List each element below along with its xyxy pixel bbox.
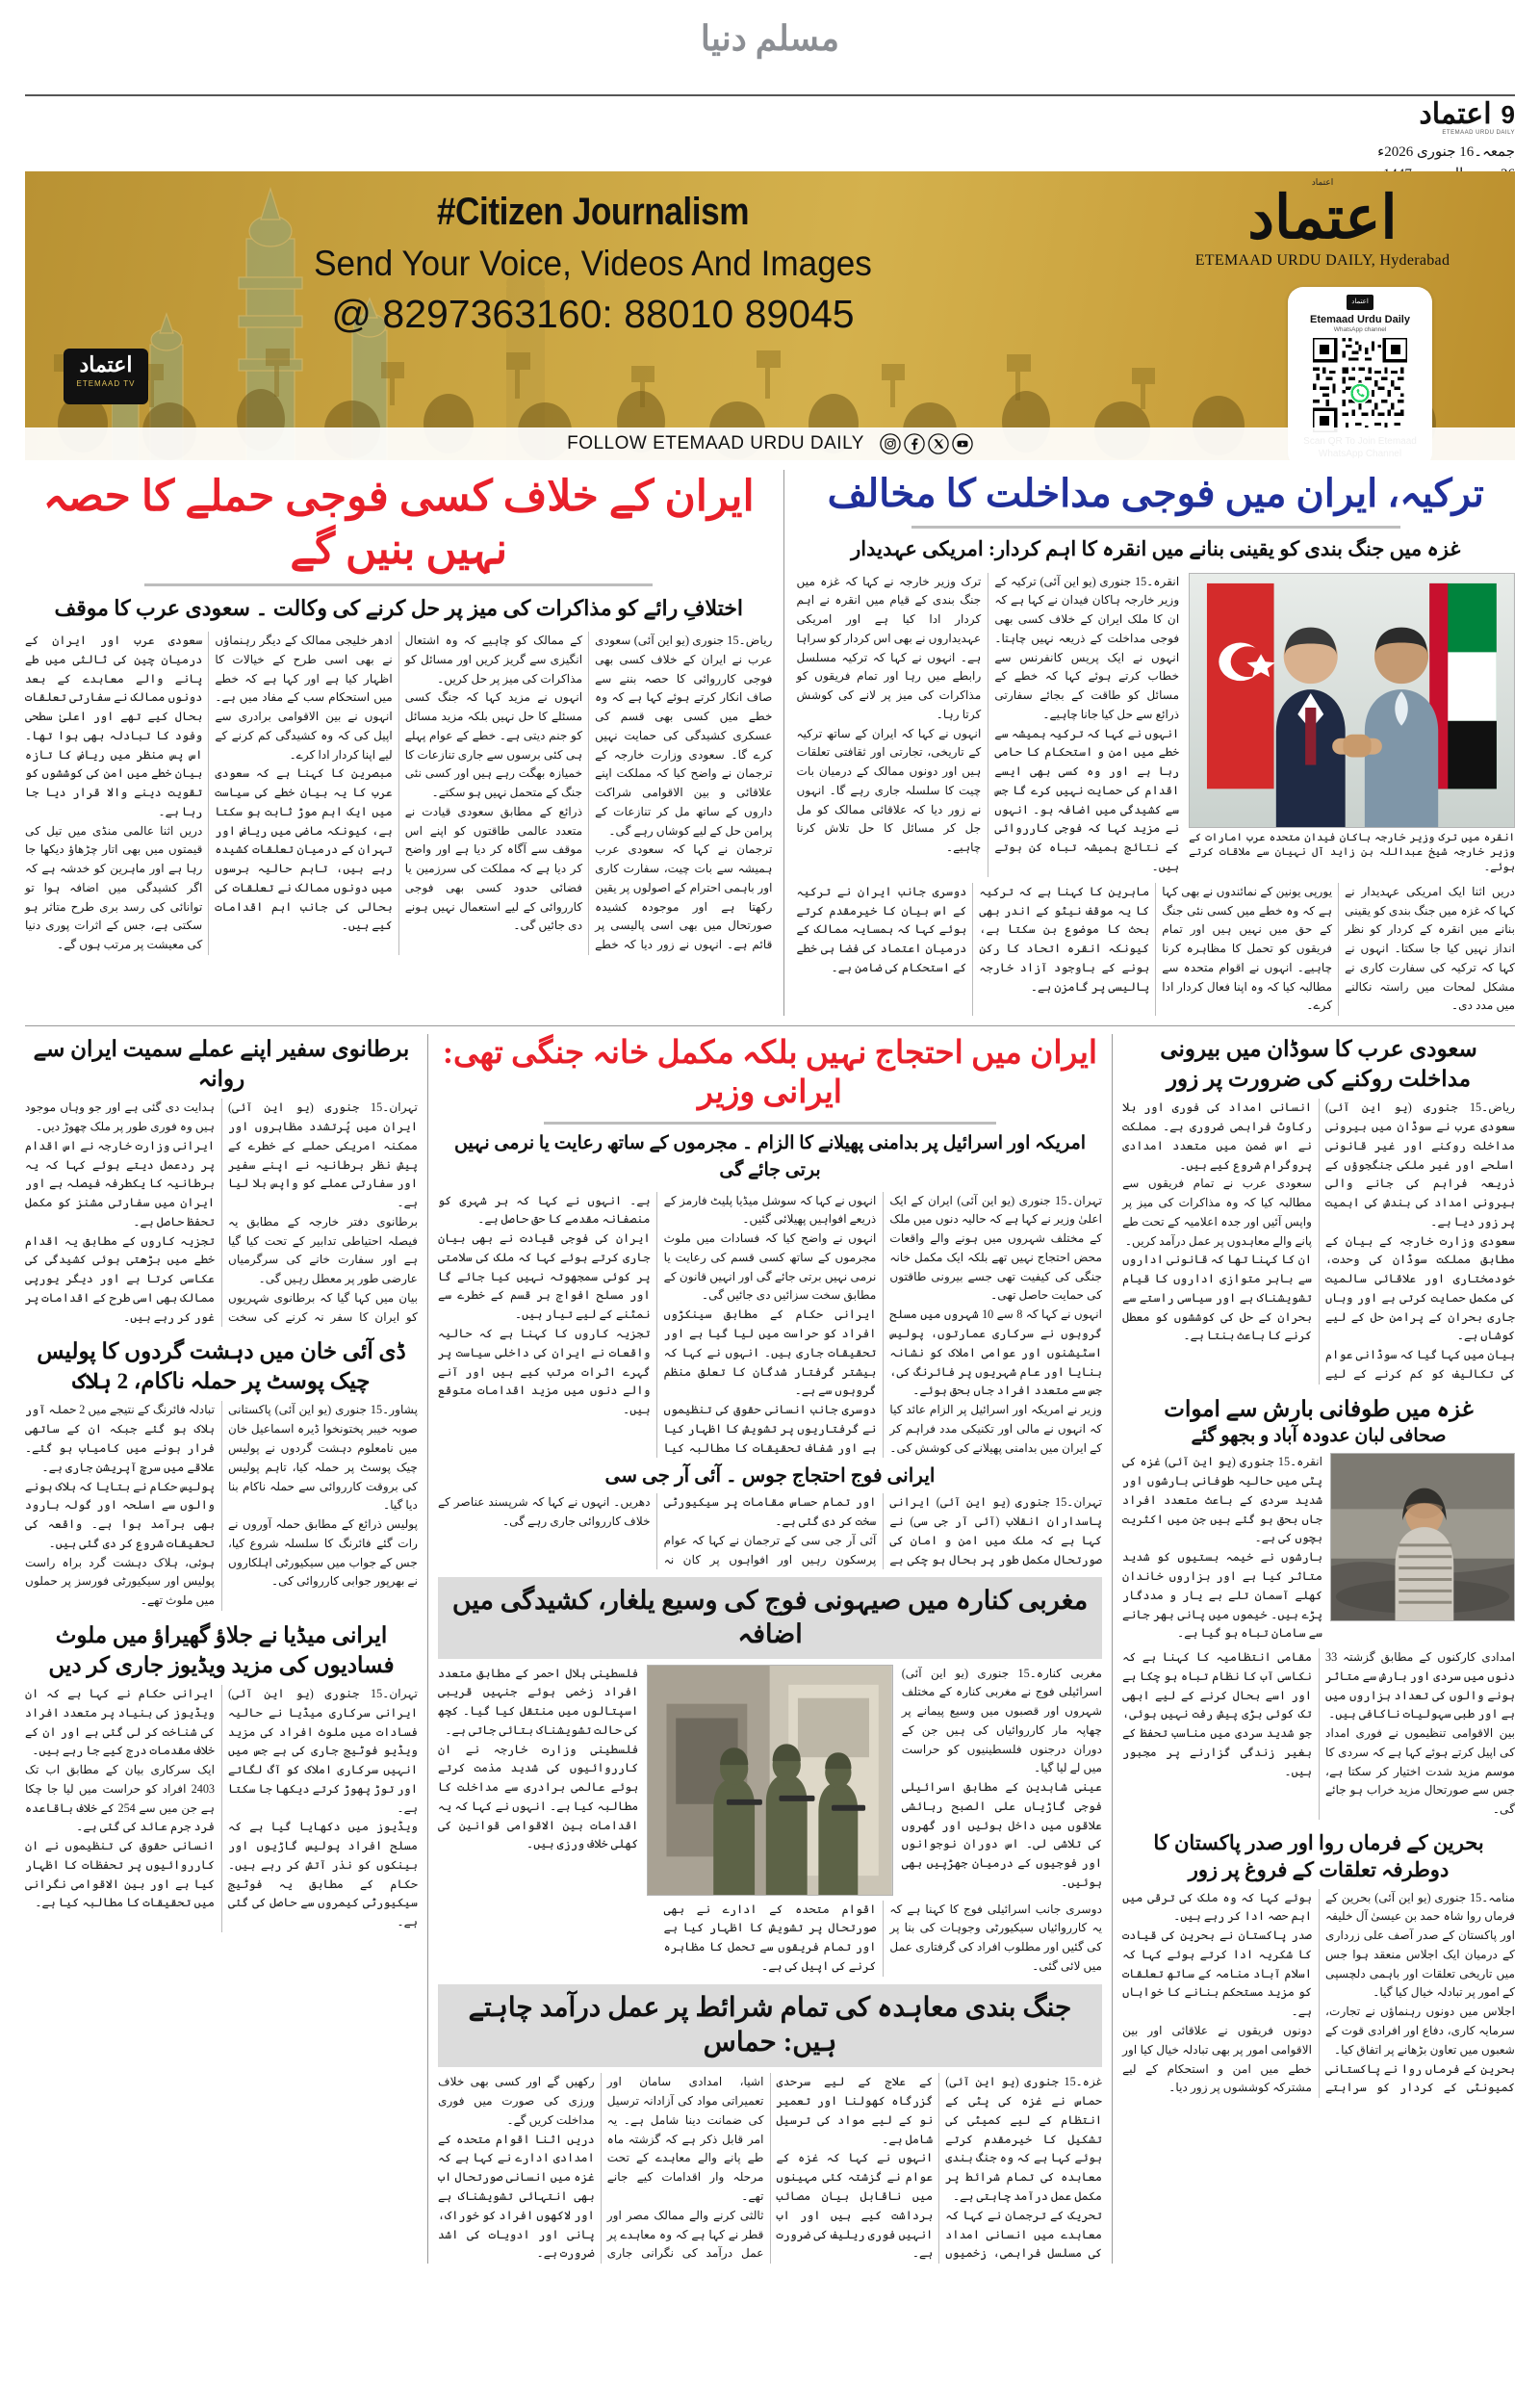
banner-ad-text <box>198 191 988 337</box>
saudi-subhead: اختلافِ رائے کو مذاکرات کی میز پر حل کرنے کی وکالت ۔ سعودی عرب کا موقف <box>54 596 744 620</box>
qr-code-image <box>1313 338 1407 432</box>
banner-tagline: Send Your Voice, Videos And Images <box>314 244 872 283</box>
paragraph: سعودی عرب اور ایران کے درمیان چین کی ثالثی میں طے پانے والے معاہدے کے بعد دونوں ممالک نے سفارتی تعلقات بحال کیے تھے اور اعلیٰ سطحی وفود کا تبادلہ بھی ہوا تھا۔ اس پس منظر میں ریاض کا تازہ بیان خطے میں امن کی کوششوں کو تقویت دینے والا قرار دیا جا رہا ہے۔ <box>25 634 203 818</box>
turkey-photo-and-text <box>796 573 1515 877</box>
masthead-small-sub: ETEMAAD URDU DAILY <box>1442 130 1515 136</box>
dikhan-body <box>25 1401 418 1610</box>
banner-logo-tiny-urdu: اعتماد <box>1311 177 1334 187</box>
follow-strip <box>25 427 1515 460</box>
bahrain-body <box>1122 1889 1515 2098</box>
gaza-rain-photo-row <box>1122 1453 1515 1643</box>
dikhan-headline[interactable]: ڈی آئی خان میں دہشت گردوں کا پولیس چیک پوسٹ پر حملہ ناکام، 2 ہلاک <box>37 1339 406 1394</box>
page-topbar <box>25 17 1515 92</box>
hamas-body <box>438 2073 1102 2264</box>
saudi-headline[interactable]: ایران کے خلاف کسی فوجی حملے کا حصہ نہیں بنیں گے <box>42 473 755 573</box>
qr-card-subtitle: WhatsApp channel <box>1333 326 1387 333</box>
turkey-photo-block <box>1189 573 1515 877</box>
paragraph: ہوئی، ہلاک دہشت گرد براہ راست پولیس اور سیکیورٹی فورسز پر حملوں میں ملوث تھے۔ <box>25 1555 215 1608</box>
paragraph: تہران۔15 جنوری (یو این آئی) ایران کے ایک اعلیٰ وزیر نے کہا ہے کہ حالیہ دنوں میں ملک کے مختلف شہروں میں ہونے والے واقعات محض احتجاج نہیں تھے بلکہ ایک مکمل خانہ جنگی کی کیفیت تھی جسے بیرونی طاقتوں کی حمایت حاصل تھی۔ <box>889 1193 1103 1303</box>
instagram-icon[interactable] <box>880 433 901 454</box>
lead-stories-row <box>25 470 1515 1016</box>
paragraph: دونوں فریقوں نے علاقائی اور بین الاقوامی امور پر بھی تبادلہ خیال کیا اور خطے میں امن و استحکام کے لیے مشترکہ کوششوں پر زور دیا۔ <box>1122 2023 1313 2095</box>
qr-card-title: Etemaad Urdu Daily <box>1310 314 1410 325</box>
social-icons-group <box>880 433 973 454</box>
gaza-rain-body-top <box>1122 1453 1322 1643</box>
masthead-row <box>25 96 1515 166</box>
section-title: مسلم دنیا <box>700 19 840 58</box>
paragraph: انہوں نے کہا کہ 8 سے 10 شہروں میں مسلح گروہوں نے سرکاری عمارتوں، پولیس اسٹیشنوں اور عوامی املاک کو نشانہ بنایا اور عام شہریوں پر فائرنگ کی، جس سے متعدد افراد جاں بحق ہوئے۔ <box>889 1307 1103 1398</box>
etemaad-tv-badge-sub: ETEMAAD TV <box>76 379 136 388</box>
turkey-body-top <box>796 573 1179 877</box>
page-number: 9 <box>1501 100 1515 129</box>
uk-ambassador-headline[interactable]: برطانوی سفیر اپنے عملے سمیت ایران سے روانہ <box>33 1037 410 1092</box>
paragraph: برطانوی دفتر خارجہ کے مطابق یہ فیصلہ احتیاطی تدابیر کے تحت کیا گیا ہے اور سفارت خانے کی سرگرمیاں عارضی طور پر معطل رہیں گی۔ <box>228 1214 418 1286</box>
lead-story-turkey <box>784 470 1515 1016</box>
paragraph: بین الاقوامی تنظیموں نے فوری امداد کی اپیل کرتے ہوئے کہا ہے کہ سردی کا موسم مزید شدت اختیار کر سکتا ہے، جس سے صورتحال مزید خراب ہو جائے گی۔ <box>1325 1726 1515 1817</box>
paragraph: تہران۔15 جنوری (یو این آئی) ایرانی پاسداران انقلاب (آئی آر جی سی) نے کہا ہے کہ ملک میں امن و امان کی صورتحال مکمل طور پر بحال ہو چکی ہے اور تمام حساس مقامات پر سیکیورٹی سخت کر دی گئی ہے۔ <box>663 1495 1103 1566</box>
paragraph: صدر پاکستان نے بحرین کی قیادت کا شکریہ ادا کرتے ہوئے کہا کہ اسلام آباد منامہ کے ساتھ تعلقات کو مزید مستحکم بنانے کا خواہاں ہے۔ <box>1122 1928 1313 2019</box>
content-area <box>25 470 1515 2264</box>
banner-logo-english: ETEMAAD URDU DAILY, Hyderabad <box>1194 252 1450 270</box>
paragraph: ایران کی فوجی قیادت نے بھی بیان جاری کرتے ہوئے کہا کہ ملک کی سلامتی پر کوئی سمجھوتہ نہیں کیا جائے گا اور مسلح افواج ہر قسم کے خطرے سے نمٹنے کے لیے تیار ہیں۔ <box>437 1231 651 1322</box>
middle-row <box>25 1034 1515 2264</box>
paragraph: مبصرین کا کہنا ہے کہ سعودی عرب کا یہ بیان خطے کی سیاست میں ایک اہم موڑ ثابت ہو سکتا ہے، کیونکہ ماضی میں ریاض اور تہران کے درمیان تعلقات کشیدہ رہے ہیں، تاہم حالیہ برسوں میں دونوں ممالک نے تعلقات کی بحالی کی جانب اہم اقدامات کیے ہیں۔ <box>215 766 393 933</box>
paragraph: ریاض۔15 جنوری (یو این آئی) سعودی عرب نے سوڈان میں بیرونی مداخلت روکنے اور غیر قانونی اسلحے اور غیر ملکی جنگجوؤں کے ذریعہ فراہم کی جانے والی بیرونی امداد کی بندش کی اہمیت پر زور دیا ہے۔ <box>1325 1100 1515 1229</box>
paragraph: مغربی کنارہ۔15 جنوری (یو این آئی) اسرائیلی فوج نے مغربی کنارہ کے مختلف شہروں اور قصبوں میں وسیع پیمانے پر چھاپہ مار کارروائیاں کی ہیں جن کے دوران درجنوں فلسطینیوں کو حراست میں لے لیا گیا۔ <box>901 1666 1103 1775</box>
paragraph: یورپی یونین کے نمائندوں نے بھی کہا ہے کہ وہ خطے میں کسی نئی جنگ کے حق میں نہیں ہیں اور تمام فریقوں کو تحمل کا مظاہرہ کرنا چاہیے۔ انہوں نے اقوام متحدہ سے مطالبہ کیا کہ وہ اپنا فعال کردار ادا کرے۔ <box>1162 884 1333 1013</box>
banner-phone-numbers: @ 8297363160: 88010 89045 <box>331 292 855 336</box>
paragraph: دریں اثنا ایک امریکی عہدیدار نے کہا کہ غزہ میں جنگ بندی کو یقینی بنانے میں انقرہ کے کردار کو نظر انداز نہیں کیا جا سکتا۔ انہوں نے کہا کہ ترکیہ کی سفارت کاری نے مشکل لمحات میں راستہ نکالنے میں مدد دی۔ <box>1345 884 1515 1013</box>
paragraph: تہران۔15 جنوری (یو این آئی) ایرانی سرکاری میڈیا نے حالیہ فسادات میں ملوث افراد کی مزید ویڈیو فوٹیج جاری کی ہے جس میں انہیں سرکاری املاک کو آگ لگاتے اور توڑ پھوڑ کرتے دیکھا جا سکتا ہے۔ <box>228 1687 418 1815</box>
banner-masthead-logo <box>1159 177 1486 270</box>
paragraph: دوسری جانب اسرائیلی فوج کا کہنا ہے کہ یہ کارروائیاں سیکیورٹی وجوہات کی بنا پر کی گئیں اور مطلوب افراد کی گرفتاری عمل میں لائی گئی۔ <box>889 1902 1103 1973</box>
iran-civilwar-subhead: امریکہ اور اسرائیل پر بدامنی پھیلانے کا الزام ۔ مجرموں کے ساتھ رعایت یا نرمی نہیں برتی جائے گی <box>453 1132 1087 1181</box>
irgc-sub-body <box>438 1493 1102 1569</box>
paragraph: آئی آر جی سی کے ترجمان نے کہا کہ عوام پرسکون رہیں اور افواہوں پر کان نہ دھریں۔ انہوں نے کہا کہ شرپسند عناصر کے خلاف کارروائی جاری رہے گی۔ <box>437 1495 877 1566</box>
lead-story-saudi <box>25 470 784 1016</box>
paragraph: بارشوں نے خیمہ بستیوں کو شدید متاثر کیا ہے اور ہزاروں خاندان کھلے آسمان تلے بے یار و مددگار پڑے ہیں۔ خیموں میں پانی بھر جانے سے سامان تباہ ہو گیا ہے۔ <box>1122 1550 1323 1641</box>
gaza-rain-headline[interactable]: غزہ میں طوفانی بارش سے اموات <box>1164 1396 1474 1421</box>
paragraph: پولیس حکام نے بتایا کہ ہلاک ہونے والوں سے اسلحہ اور گولہ بارود بھی برآمد ہوا ہے۔ واقعہ کی تحقیقات شروع کر دی گئی ہیں۔ <box>25 1479 215 1550</box>
etemaad-tv-badge <box>64 349 148 404</box>
paragraph: دوسری جانب ایران نے ترکیہ کے اس بیان کا خیرمقدم کرتے ہوئے کہا کہ ہمسایہ ممالک کے درمیان اعتماد کی فضا ہی خطے کے استحکام کی ضامن ہے۔ <box>796 884 967 974</box>
paragraph: ایرانی حکام نے کہا ہے کہ ان ویڈیوز کی بنیاد پر متعدد افراد کی شناخت کر لی گئی ہے اور ان کے خلاف مقدمات درج کیے جا رہے ہیں۔ <box>25 1687 215 1758</box>
bahrain-headline[interactable]: بحرین کے فرماں روا اور صدر پاکستان کا دوطرفہ تعلقات کے فروغ پر زور <box>1153 1830 1484 1882</box>
paragraph: وزیر نے امریکہ اور اسرائیل پر الزام عائد کیا کہ انہوں نے مالی اور تکنیکی مدد فراہم کر کے ایران میں بدامنی پھیلانے کی کوشش کی۔ انہوں نے کہا کہ سوشل میڈیا پلیٹ فارمز کے ذریعے افواہیں پھیلائی گئیں۔ <box>663 1193 1103 1455</box>
paragraph: انسانی حقوق کی تنظیموں نے ان کارروائیوں پر تحفظات کا اظہار کیا ہے اور بین الاقوامی نگرانی میں تحقیقات کا مطالبہ کیا ہے۔ <box>25 1839 215 1910</box>
paragraph: ایرانی وزارت خارجہ نے اس اقدام پر ردعمل دیتے ہوئے کہا کہ یہ برطانیہ کا یکطرفہ فیصلہ ہے اور ایران میں سفارتی مشنز کو مکمل تحفظ حاصل ہے۔ <box>25 1138 215 1229</box>
west-bank-soldiers-photo <box>647 1665 892 1896</box>
paragraph: اجلاس میں دونوں رہنماؤں نے تجارت، سرمایہ کاری، دفاع اور افرادی قوت کے شعبوں میں تعاون بڑھانے پر اتفاق کیا۔ <box>1325 2005 1515 2057</box>
paragraph: تحریک کے ترجمان نے کہا کہ معاہدے میں انسانی امداد کی مسلسل فراہمی، زخمیوں کے علاج کے لیے سرحدی گزرگاہ کھولنا اور تعمیر نو کے لیے مواد کی ترسیل شامل ہے۔ <box>776 2075 1103 2261</box>
iran-civilwar-body <box>438 1192 1102 1459</box>
hamas-headline-band <box>438 1984 1102 2068</box>
paragraph: ایرانی حکام کے مطابق سینکڑوں افراد کو حراست میں لیا گیا ہے اور تحقیقات جاری ہیں۔ انہوں نے کہا کہ بیشتر گرفتار شدگان کا تعلق منظم گروہوں سے ہے۔ <box>663 1307 877 1398</box>
right-column <box>25 1034 427 2264</box>
iran-media-body <box>25 1685 418 1932</box>
turkey-headline[interactable]: ترکیہ، ایران میں فوجی مداخلت کا مخالف <box>827 472 1484 515</box>
hamas-headline[interactable]: جنگ بندی معاہدہ کی تمام شرائط پر عمل درآمد چاہتے ہیں: حماس <box>468 1992 1072 2058</box>
paragraph: سعودی عرب نے تمام فریقوں سے مطالبہ کیا کہ وہ مذاکرات کی میز پر واپس آئیں اور جدہ اعلامیہ کے تحت طے پانے والے معاہدوں پر عمل درآمد کریں۔ <box>1122 1177 1313 1248</box>
paragraph: ترک وزیر خارجہ نے کہا کہ غزہ میں جنگ بندی کے قیام میں انقرہ نے اہم کردار ادا کیا ہے اور امریکی عہدیداروں نے بھی اس کردار کو سراہا ہے۔ انہوں نے کہا کہ ترکیہ مسلسل رابطے میں رہا اور تمام فریقوں کو مذاکرات کی میز پر لانے کی کوشش کرتا رہا۔ <box>796 574 982 721</box>
paragraph: دوسری جانب انسانی حقوق کی تنظیموں نے گرفتاریوں پر تشویش کا اظہار کیا ہے اور شفاف تحقیقات کا مطالبہ کیا ہے۔ انہوں نے کہا کہ ہر شہری کو منصفانہ مقدمے کا حق حاصل ہے۔ <box>437 1193 877 1455</box>
paragraph: پشاور۔15 جنوری (یو این آئی) پاکستانی صوبہ خیبر پختونخوا ڈیرہ اسماعیل خان میں نامعلوم دہشت گردوں نے پولیس چیک پوسٹ پر حملہ کیا، تاہم پولیس کی بروقت کارروائی سے حملہ ناکام بنا دیا گیا۔ <box>228 1403 418 1513</box>
gaza-rain-photo <box>1330 1453 1515 1621</box>
qr-card-brand-badge: اعتماد <box>1347 295 1373 310</box>
paragraph: ویڈیوز میں دکھایا گیا ہے کہ مسلح افراد پولیس گاڑیوں اور بینکوں کو نذر آتش کر رہے ہیں۔ حکام کے مطابق یہ فوٹیج سیکیورٹی کیمروں سے حاصل کی گئی ہے۔ <box>228 1820 418 1929</box>
left-column <box>1113 1034 1515 2264</box>
paragraph: انہوں نے کہا کہ غزہ کے عوام نے گزشتہ کئی مہینوں میں ناقابل بیان مصائب برداشت کیے ہیں اور اب انہیں فوری ریلیف کی ضرورت ہے۔ <box>776 2151 934 2261</box>
paragraph: تہران۔15 جنوری (یو این آئی) ایران میں پُرتشدد مظاہروں اور ممکنہ امریکی حملے کے خطرے کے پیش نظر برطانیہ نے اپنے سفیر اور سفارتی عملے کو واپس بلا لیا ہے۔ <box>228 1100 418 1210</box>
west-bank-illustration <box>648 1666 891 1895</box>
x-twitter-icon[interactable] <box>928 433 949 454</box>
paragraph: انہوں نے واضح کیا کہ فسادات میں ملوث مجرموں کے ساتھ کسی قسم کی رعایت یا نرمی نہیں برتی جائے گی اور انہیں قانون کے مطابق سخت سزائیں دی جائیں گی۔ <box>663 1231 877 1303</box>
west-bank-headline-band <box>438 1577 1102 1658</box>
paragraph: سعودی وزارت خارجہ کے بیان کے مطابق مملکت سوڈان کی وحدت، خودمختاری اور علاقائی سالمیت کی مکمل حمایت کرتی ہے اور وہاں جاری بحران کے پرامن حل کے لیے کوشاں ہے۔ <box>1325 1233 1515 1343</box>
paragraph: انقرہ۔15 جنوری (یو این آئی) ترکیہ کے وزیر خارجہ ہاکان فیدان نے کہا ہے کہ ان کا ملک ایران کے خلاف کسی بھی فوجی مداخلت کے ذریعہ نہیں چاہتا۔ انہوں نے ایک پریس کانفرنس سے خطاب کرتے ہوئے کہا کہ خطے کے مسائل کو طاقت کے بجائے سفارتی ذرائع سے حل کیا جانا چاہیے۔ <box>994 574 1180 721</box>
west-bank-body-left <box>902 1665 1102 1896</box>
paragraph: انہوں نے کہا کہ ایران کے ساتھ ترکیہ کے تاریخی، تجارتی اور ثقافتی تعلقات ہیں اور دونوں ممالک کے درمیان بات چیت کا سلسلہ جاری رہے گا۔ انہوں نے زور دیا کہ علاقائی ممالک کو مل جل کر مسائل کا حل تلاش کرنا چاہیے۔ <box>796 726 982 855</box>
iran-media-headline[interactable]: ایرانی میڈیا نے جلاؤ گھیراؤ میں ملوث فسادیوں کی مزید ویڈیوز جاری کر دیں <box>48 1622 395 1677</box>
paragraph: تبادلہ فائرنگ کے نتیجے میں 2 حملہ آور ہلاک ہو گئے جبکہ ان کے ساتھی فرار ہونے میں کامیاب ہو گئے۔ علاقے میں سرچ آپریشن جاری ہے۔ <box>25 1403 215 1474</box>
citizen-journalism-banner[interactable] <box>25 171 1515 460</box>
paragraph: پولیس ذرائع کے مطابق حملہ آوروں نے رات گئے فائرنگ کا سلسلہ شروع کیا، جس کے جواب میں سیکیورٹی اہلکاروں نے بھرپور جوابی کارروائی کی۔ <box>228 1517 418 1589</box>
masthead-small <box>1373 100 1515 129</box>
west-bank-body-bottom <box>438 1901 1102 1977</box>
paragraph: دریں اثنا عالمی منڈی میں تیل کی قیمتوں میں بھی اتار چڑھاؤ دیکھا جا رہا ہے اور ماہرین کو خدشہ ہے کہ اگر کشیدگی میں اضافہ ہوا تو توانائی کی رسد بری طرح متاثر ہو سکتی ہے، جس کے اثرات پوری دنیا کی معیشت پر مرتب ہوں گے۔ <box>25 823 203 952</box>
gaza-rain-body-bottom <box>1122 1648 1515 1820</box>
paragraph: ماہرین کا کہنا ہے کہ ترکیہ کا یہ موقف نیٹو کے اندر بھی بحث کا موضوع بن سکتا ہے، کیونکہ انقرہ اتحاد کا رکن ہونے کے باوجود آزاد خارجہ پالیسی پر گامزن ہے۔ <box>979 884 1150 994</box>
paragraph: بیان میں کہا گیا کہ سوڈانی عوام کی تکالیف کو کم کرنے کے لیے انسانی امداد کی فوری اور بلا رکاوٹ فراہمی ضروری ہے۔ مملکت نے اس ضمن میں متعدد امدادی پروگرام شروع کیے ہیں۔ <box>1122 1100 1515 1381</box>
paragraph: فلسطینی ہلال احمر کے مطابق متعدد افراد زخمی ہوئے جنہیں قریبی اسپتالوں میں منتقل کیا گیا۔ کچھ کی حالت تشویشناک بتائی جاتی ہے۔ <box>437 1666 639 1737</box>
paragraph: بحرین کے فرماں روا نے پاکستانی کمیونٹی کے کردار کو سراہتے ہوئے کہا کہ وہ ملک کی ترقی میں اہم حصہ ادا کر رہے ہیں۔ <box>1122 1890 1515 2095</box>
paragraph: اقوام متحدہ کے ادارے نے بھی صورتحال پر تشویش کا اظہار کیا ہے اور تمام فریقوں سے تحمل کا مظاہرہ کرنے کی اپیل کی ہے۔ <box>663 1902 877 1973</box>
uk-ambassador-body <box>25 1099 418 1327</box>
gaza-rain-photo-block <box>1330 1453 1515 1643</box>
turkey-body-bottom <box>796 883 1515 1016</box>
dateline-gregorian: جمعہ۔16 جنوری 2026ء <box>1377 144 1515 160</box>
middle-column <box>427 1034 1113 2264</box>
west-bank-headline[interactable]: مغربی کنارہ میں صیہونی فوج کی وسیع یلغار، کشیدگی میں اضافہ <box>451 1586 1089 1649</box>
follow-label: FOLLOW ETEMAAD URDU DAILY <box>567 433 864 453</box>
banner-logo-urdu: اعتماد <box>1247 186 1398 251</box>
sudan-body <box>1122 1099 1515 1384</box>
paragraph: بیان میں کہا گیا کہ برطانوی شہریوں کو ایران کا سفر نہ کرنے کی سخت ہدایت دی گئی ہے اور جو وہاں موجود ہیں وہ فوری طور پر ملک چھوڑ دیں۔ <box>25 1100 418 1324</box>
paragraph: فلسطینی وزارت خارجہ نے ان کارروائیوں کی شدید مذمت کرتے ہوئے عالمی برادری سے مداخلت کا مطالبہ کیا ہے۔ انہوں نے کہا کہ یہ اقدامات بین الاقوامی قوانین کی کھلی خلاف ورزی ہیں۔ <box>437 1742 639 1851</box>
paragraph: دریں اثنا اقوام متحدہ کے امدادی ادارے نے کہا ہے کہ غزہ میں انسانی صورتحال اب بھی انتہائی تشویشناک ہے اور لاکھوں افراد کو خوراک، پانی اور ادویات کی اشد ضرورت ہے۔ <box>437 2132 595 2261</box>
paragraph: انہوں نے کہا کہ ترکیہ ہمیشہ سے خطے میں امن و استحکام کا حامی رہا ہے اور وہ کسی بھی ایسے اقدام کی حمایت نہیں کرے گا جس سے کشیدگی میں اضافہ ہو۔ انہوں نے مزید کہا کہ فوجی کارروائی کے نتائج ہمیشہ تباہ کن ہوتے ہیں۔ <box>994 726 1180 873</box>
gaza-rain-illustration <box>1331 1454 1514 1620</box>
paragraph: منامہ۔15 جنوری (یو این آئی) بحرین کے فرماں روا شاہ حمد بن عیسیٰ آل خلیفہ اور پاکستان کے صدر آصف علی زرداری کے درمیان ایک اجلاس منعقد ہوا جس میں تاریخی تعلقات اور باہمی دلچسپی کے امور پر تبادلہ خیال کیا گیا۔ <box>1325 1890 1515 2000</box>
paragraph: ریاض۔15 جنوری (یو این آئی) سعودی عرب نے ایران کے خلاف کسی بھی فوجی کارروائی کا حصہ بننے سے صاف انکار کرتے ہوئے کہا ہے کہ وہ خطے میں کسی بھی قسم کی عسکری کشیدگی کی حمایت نہیں کرے گا۔ سعودی وزارت خارجہ کے ترجمان نے واضح کیا کہ مملکت اپنے علاقائی و بین الاقوامی شراکت داروں کے ساتھ مل کر تنازعات کے پرامن حل کے لیے کوشاں رہے گی۔ <box>595 634 773 838</box>
west-bank-body-right <box>438 1665 638 1896</box>
paragraph: غزہ۔15 جنوری (یو این آئی) حماس نے غزہ کی پٹی کے انتظام کے لیے کمیٹی کی تشکیل کا خیرمقدم کرتے ہوئے کہا ہے کہ وہ جنگ بندی معاہدہ کی تمام شرائط پر مکمل عمل درآمد چاہتی ہے۔ <box>945 2075 1103 2204</box>
paragraph: انقرہ۔15 جنوری (یو این آئی) غزہ کی پٹی میں حالیہ طوفانی بارشوں اور شدید سردی کے باعث متعدد افراد جاں بحق ہو گئے ہیں جن میں اکثریت بچوں کی ہے۔ <box>1122 1455 1323 1545</box>
paragraph: ان کا کہنا تھا کہ قانونی اداروں سے باہر متوازی اداروں کا قیام تشویشناک ہے اور سیاسی راستے سے بحران کے حل کی کوششوں کو معطل کرنے کا باعث بنتا ہے۔ <box>1122 1253 1313 1343</box>
paragraph: تجزیہ کاروں کے مطابق یہ اقدام خطے میں بڑھتی ہوئی کشیدگی کی عکاسی کرتا ہے اور دیگر یورپی ممالک بھی اسی طرح کے اقدامات پر غور کر رہے ہیں۔ <box>25 1233 215 1324</box>
paragraph: تجزیہ کاروں کا کہنا ہے کہ حالیہ واقعات نے ایران کی داخلی سیاست پر گہرے اثرات مرتب کیے ہیں اور آنے والے دنوں میں مزید اقدامات متوقع ہیں۔ <box>437 1326 651 1417</box>
turkey-subhead: غزہ میں جنگ بندی کو یقینی بنانے میں انقرہ کا اہم کردار: امریکی عہدیدار <box>851 537 1461 560</box>
paragraph: عینی شاہدین کے مطابق اسرائیلی فوجی گاڑیاں علی الصبح رہائشی علاقوں میں داخل ہوئیں اور گھروں کی تلاشی لی۔ اس دوران نوجوانوں اور فوجیوں کے درمیان جھڑپیں بھی ہوئیں۔ <box>901 1780 1103 1889</box>
paragraph: ثالثی کرنے والے ممالک مصر اور قطر نے کہا ہے کہ وہ معاہدے پر عمل درآمد کی نگرانی جاری رکھیں گے اور کسی بھی خلاف ورزی کی صورت میں فوری مداخلت کریں گے۔ <box>437 2075 764 2261</box>
iran-civilwar-headline[interactable]: ایران میں احتجاج نہیں بلکہ مکمل خانہ جنگی تھی: ایرانی وزیر <box>442 1036 1098 1111</box>
etemaad-tv-badge-urdu: اعتماد <box>79 352 133 376</box>
paragraph: ذرائع کے مطابق سعودی قیادت نے متعدد عالمی طاقتوں کو اپنے اس موقف سے آگاہ کر دیا ہے اور واضح کر دیا ہے کہ مملکت کی سرزمین یا فضائی حدود کسی بھی فوجی کارروائی کے لیے استعمال نہیں ہونے دی جائیں گی۔ <box>404 804 583 933</box>
paragraph: انہوں نے مزید کہا کہ جنگ کسی مسئلے کا حل نہیں بلکہ مزید مسائل کو جنم دیتی ہے۔ خطے کے عوام پہلے ہی کئی برسوں سے جاری تنازعات کا خمیازہ بھگت رہے ہیں اور کسی نئی جنگ کے متحمل نہیں ہو سکتے۔ <box>404 690 583 800</box>
facebook-icon[interactable] <box>904 433 925 454</box>
youtube-icon[interactable] <box>952 433 973 454</box>
masthead-logo-urdu: اعتماد <box>1419 98 1492 130</box>
paragraph: ادھر خلیجی ممالک کے دیگر رہنماؤں نے بھی اسی طرح کے خیالات کا اظہار کیا ہے اور کہا ہے کہ خطے میں استحکام سب کے مفاد میں ہے۔ انہوں نے بین الاقوامی برادری سے اپیل کی کہ وہ کشیدگی کم کرنے کے لیے اپنا کردار ادا کرے۔ <box>215 634 393 762</box>
turkey-photo-illustration <box>1190 574 1514 827</box>
turkey-photo-caption: انقرہ میں ترک وزیر خارجہ ہاکان فیدان متحدہ عرب امارات کے وزیر خارجہ شیخ عبداللہ بن زاید آل نہیان سے ملاقات کرتے ہوئے۔ <box>1189 831 1515 874</box>
saudi-body <box>25 632 772 955</box>
paragraph: مقامی انتظامیہ کا کہنا ہے کہ نکاسی آب کا نظام تباہ ہو چکا ہے اور اسے بحال کرنے کے لیے ابھی تک کوئی بڑی پیش رفت نہیں ہوئی، جو شدید سردی میں مناسب تحفظ کے بغیر زندگی گزارنے پر مجبور ہیں۔ <box>1122 1650 1313 1778</box>
turkey-meeting-photo <box>1189 573 1515 828</box>
gaza-rain-subhead: صحافی لبان عدودہ آباد و بجھو گئے <box>1191 1425 1447 1446</box>
paragraph: امدادی کارکنوں کے مطابق گزشتہ 33 دنوں میں سردی اور بارش سے متاثر ہونے والوں کی تعداد ہزاروں میں ہے اور طبی سہولیات ناکافی ہیں۔ <box>1325 1650 1515 1721</box>
paragraph: ترجمان نے کہا کہ سعودی عرب ہمیشہ سے بات چیت، سفارت کاری اور باہمی احترام کے اصولوں پر یقین رکھتا ہے اور موجودہ کشیدہ صورتحال میں بھی اسی پالیسی پر قائم ہے۔ انہوں نے زور دیا کہ خطے کے ممالک کو چاہیے کہ وہ اشتعال انگیزی سے گریز کریں اور مسائل کو مذاکرات کی میز پر حل کریں۔ <box>404 634 773 952</box>
paragraph: ایک سرکاری بیان کے مطابق اب تک 2403 افراد کو حراست میں لیا جا چکا ہے جن میں سے 254 کے خلاف باقاعدہ فرد جرم عائد کی گئی ہے۔ <box>25 1763 215 1834</box>
irgc-sub-headline[interactable]: ایرانی فوج احتجاج جوس ۔ آئی آر جی سی <box>604 1465 936 1488</box>
sudan-headline[interactable]: سعودی عرب کا سوڈان میں بیرونی مداخلت روکنے کی ضرورت پر زور <box>1160 1037 1477 1092</box>
west-bank-photo-row <box>438 1665 1102 1896</box>
section-divider <box>25 1025 1515 1026</box>
banner-hashtag: #Citizen Journalism <box>436 191 750 233</box>
west-bank-photo-block <box>647 1665 892 1896</box>
paragraph: اشیا، امدادی سامان اور تعمیراتی مواد کی آزادانہ ترسیل کی ضمانت دینا شامل ہے۔ یہ امر قابل ذکر ہے کہ گزشتہ ماہ طے پانے والے معاہدے کے تحت مرحلہ وار اقدامات کیے جانے تھے۔ <box>606 2075 764 2204</box>
